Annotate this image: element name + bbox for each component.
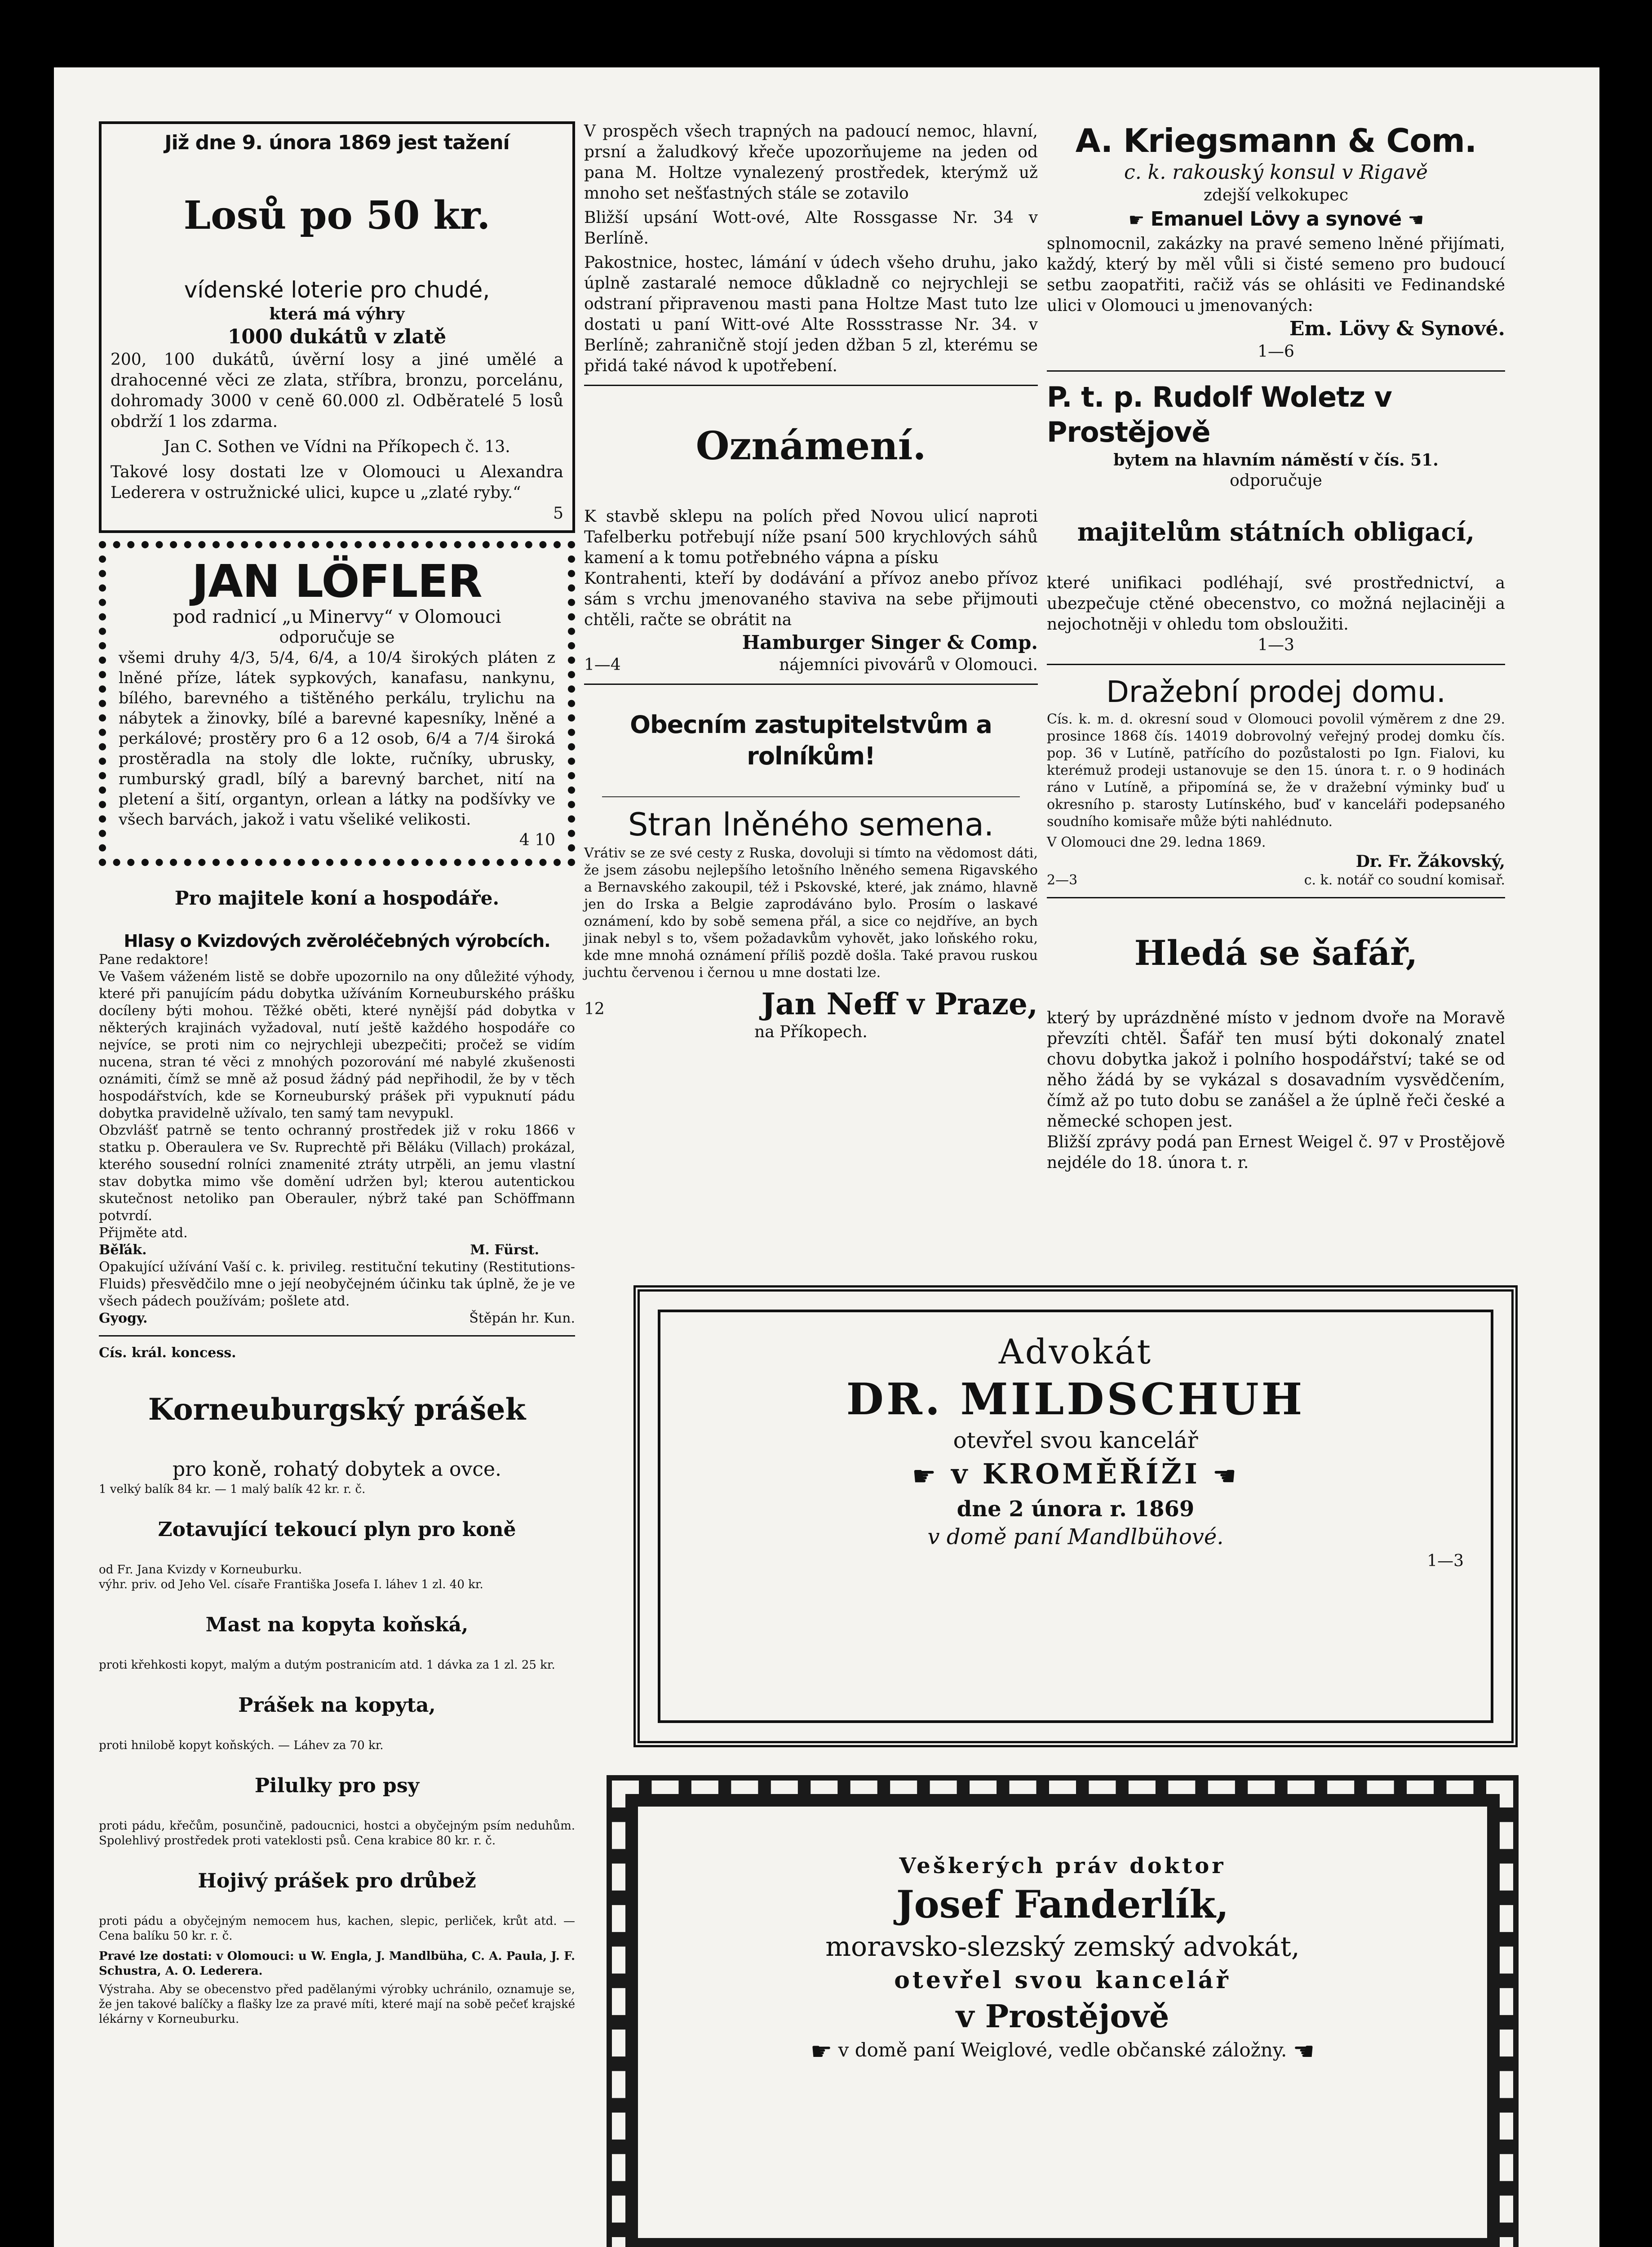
woletz-rec: odporučuje [1230, 471, 1322, 490]
horses-rule [99, 1335, 575, 1337]
lottery-line-4: která má výhry [269, 305, 405, 324]
horses-p2: Obzvlášť patrně se tento ochranný prostředek již v roku 1866 v statku p. Oberaulera ve Sv. Ruprechtě při Běláku (Villach) prokázal, kterého sousední rolníci znamenité ztráty utrpěli, an jemu vlastní stav dobytka mimo vše domění udržen byl; kterou autentickou skutečnost netoliko pan Oberauler, nýbrž také pan Schöffmann potvrdí. [99, 1123, 575, 1224]
fanderlik-name: Josef Fanderlík, [896, 1882, 1229, 1927]
horses-sign2b: Štěpán hr. Kun. [469, 1310, 575, 1326]
drazba-signature-2: c. k. notář co soudní komisař. [1304, 872, 1505, 888]
horses-sign1b: Běľák. [99, 1242, 147, 1258]
oznameni-signature-2: nájemníci pivovárů v Olomouci. [779, 656, 1038, 674]
prasek-title: Prášek na kopyta, [238, 1694, 436, 1717]
semena-number: 12 [584, 1000, 605, 1018]
column-1 [99, 121, 575, 2027]
horses-ad [99, 885, 575, 2027]
semena-signature-2: na Příkopech. [754, 1023, 868, 1041]
semena-ad [584, 709, 1038, 1043]
col3-rule-1 [1047, 370, 1505, 372]
lottery-ad [99, 121, 575, 533]
hojivy-title: Hojivý prášek pro drůbež [198, 1870, 476, 1892]
kriegsmann-sub: c. k. rakouský konsul v Rigavě [1124, 161, 1428, 184]
pointing-hand-left-icon: ☚ [1293, 2037, 1315, 2065]
drazba-footer [1047, 872, 1505, 889]
kriegsmann-number: 1—6 [1258, 342, 1294, 361]
pointing-hand-left-icon: ☚ [1212, 1461, 1240, 1492]
fanderlik-house-row [678, 2037, 1447, 2065]
col2-rule-1 [584, 385, 1038, 386]
drazba-body: Cís. k. m. d. okresní soud v Olomouci povolil výměrem z dne 29. prosince 1868 čís. 14019 dobrovolný veřejný prodej domku čís. pop. 36 v Lutíně, patřícího do pozůstalosti po Ign. Fialovi, ku kterémuž prodeji ustanovuje se den 15. února t. r. o 9 hodinách ráno v Lutíně, a připomíná se, že v dražební výminky buď u okresního p. starosty Lutínského, buď v kanceláři podepsaného soudního komisaře může býti nahlédnuto. [1047, 711, 1505, 830]
korneuburg-title: Korneuburgský prášek [148, 1392, 526, 1427]
holtze-p3: Pakostnice, hostec, lámání v údech všeho druhu, jako úplně zastaralé nemoce důkladně co nejrychleji se odstraní připravenou masti pana Holtze Mast tuto lze dostati u paní Witt-ové Alte Rossstrasse Nr. 34. v Berlíně; zahraničně stojí jeden džban 5 zl, kterému se přidá také návod k upotřebení. [584, 253, 1038, 375]
safar-ad [1047, 933, 1505, 1173]
warning: Výstraha. Aby se obecenstvo před padělanými výrobky uchránilo, oznamuje se, že jen takové balíčky a flašky lze za pravé míti, které mají na sobě pečeť krajské lékárny v Korneuburku. [99, 1983, 575, 2026]
oznameni-body2: Kontrahenti, kteří by dodávání a přívoz anebo přívoz sám s vrchu jmenovaného staviva na sebe přijmouti chtěli, račte se obrátit na [584, 569, 1038, 629]
drazba-number: 2—3 [1047, 872, 1078, 888]
pointing-hand-right-icon: ☛ [1128, 210, 1144, 231]
mildschuh-inner-frame [658, 1310, 1493, 1723]
pointing-hand-left-icon: ☚ [1408, 210, 1424, 231]
semena-heading-1: Obecním zastupitelstvům a rolníkům! [630, 711, 992, 770]
pointing-hand-right-icon: ☛ [912, 1461, 939, 1492]
woletz-sub: bytem na hlavním náměstí v čís. 51. [1113, 451, 1439, 470]
semena-divider [602, 796, 1020, 797]
kriegsmann-signature: Em. Lövy & Synové. [1289, 317, 1505, 340]
safar-title: Hledá se šafář, [1134, 933, 1418, 973]
kriegsmann-sub2: zdejší velkokupec [1203, 186, 1349, 204]
semena-heading-2: Stran lněného semena. [628, 806, 994, 843]
mildschuh-number: 1—3 [1427, 1552, 1464, 1570]
fanderlik-house: v domě paní Weiglové, vedle občanské záložny. [838, 2039, 1287, 2061]
safar-body2: Bližší zprávy podá pan Ernest Weigel č. 97 v Prostějově nejdéle do 18. února t. r. [1047, 1133, 1505, 1172]
column-2 [584, 121, 1038, 1043]
lottery-line-3: vídenské loterie pro chudé, [184, 277, 490, 303]
sale-points: Pravé lze dostati: v Olomouci: u W. Engla, J. Mandlbüha, C. A. Paula, J. F. Schustra, A. O. Lederera. [99, 1949, 575, 1978]
mildschuh-name: DR. MILDSCHUH [846, 1374, 1305, 1425]
mildschuh-date: dne 2 února r. 1869 [957, 1497, 1195, 1522]
pilulky-title: Pilulky pro psy [254, 1774, 420, 1797]
horses-sign2 [99, 1310, 575, 1327]
zotavujici-sub: od Fr. Jana Kvizdy v Korneuburku. [99, 1563, 302, 1576]
fanderlik-line-4: otevřel svou kancelář [894, 1967, 1231, 1994]
lottery-headline: Losů po 50 kr. [183, 193, 491, 238]
lottery-body: 200, 100 dukátů, úvěrní losy a jiné umělé a drahocenné věci ze zlata, stříbra, bronzu, porcelánu, dohromady 3000 v ceně 60.000 zl. Odběratelé 5 losů obdrží 1 los zdarma. [111, 351, 563, 431]
mildschuh-ad [633, 1285, 1518, 1747]
lottery-number: 5 [553, 504, 563, 523]
mast-sub: proti křehkosti kopyt, malým a dutým postranicím atd. 1 dávka za 1 zl. 25 kr. [99, 1658, 555, 1672]
mildschuh-town-row [687, 1455, 1464, 1495]
mildschuh-line-1: Advokát [998, 1332, 1153, 1372]
woletz-heading: majitelům státních obligací, [1077, 517, 1475, 547]
scan-edge [1634, 0, 1652, 2247]
semena-body: Vrátiv se ze své cesty z Ruska, dovoluji si tímto na vědomost dáti, že jsem zásobu nejlepšího letošního lněného semena Rigavského a Bernavského zakoupil, též i Pskovské, které, jak známo, hlavně jen do Irska a Belgie zaprodáváno bylo. Prosím o laskavé oznámení, kdo by sobě semena přál, a sice co nejdříve, an bych jinak nebyl s to, všem požadavkům vyhovět, jako loňského roku, kde mne mnohá oznámení příliš pozdě došla. Také pravou ruskou juchtu červenou i černou u mne dostati lze. [584, 845, 1038, 981]
lofler-rec: odporučuje se [279, 628, 395, 647]
column-3 [1047, 121, 1505, 1173]
mildschuh-town: v KROMĚŘÍŽI [951, 1457, 1200, 1490]
korneuburg-price: 1 velký balík 84 kr. — 1 malý balík 42 kr. r. č. [99, 1483, 366, 1496]
lofler-sub: pod radnicí „u Minervy“ v Olomouci [173, 607, 501, 627]
pilulky-sub: proti pádu, křečům, posunčině, padoucnici, hostci a obyčejným psím neduhům. Spolehlivý prostředek proti vateklosti psů. Cena krabice 80 kr. r. č. [99, 1819, 575, 1847]
lottery-address: Jan C. Sothen ve Vídni na Příkopech č. 13. [164, 438, 510, 456]
kriegsmann-body: splnomocnil, zakázky na pravé semeno lněné přijímati, každý, který by měl vůli si čisté semeno pro budoucí setbu zaopatřiti, račiž vás se ohlásiti ve Fedinandské ulici v Olomouci u jmenovaných: [1047, 235, 1505, 315]
fanderlik-ad [607, 1775, 1519, 2247]
fanderlik-inner [665, 1834, 1460, 2211]
semena-signature-row [584, 986, 1038, 1022]
woletz-ad [1047, 380, 1505, 656]
lofler-body: všemi druhy 4/3, 5/4, 6/4, a 10/4 širokých pláten z lněné příze, látek sypkových, kanafasu, nankynu, bílého, barevného a tištěného perkálu, trylichu na nábytek a žinovky, bílé a barevné kapesníky, lněné a perkálové; prostěry pro 6 a 12 osob, 6/4 a 7/4 široká prostěradla na stoly dle lokte, ručníky, ubrusky, rumburský gradl, bílý a barevný barchet, nití na pletení a šití, organtyn, orlean a látky na podšívky ve všech barvách, jakož i vatu všeliké velikosti. [119, 649, 555, 829]
drazba-title: Dražební prodej domu. [1106, 675, 1446, 709]
horses-sign1a: Přijměte atd. [99, 1225, 188, 1241]
fanderlik-line-1: Veškerých práv doktor [899, 1853, 1226, 1878]
horses-sign1 [99, 1242, 575, 1259]
oznameni-signature: Hamburger Singer & Comp. [742, 631, 1038, 653]
kriegsmann-agent: Emanuel Lövy a synové [1150, 208, 1402, 231]
oznameni-body: K stavbě sklepu na polích před Novou ulicí naproti Tafelberku potřebují níže psaní 500 krychlových sáhů kamení a k tomu potřebného vápna a písku [584, 507, 1038, 567]
oznameni-number: 1—4 [584, 656, 621, 674]
holtze-p1: V prospěch všech trapných na padoucí nemoc, hlavní, prsní a žaludkový křeče upozorňujeme na jeden od pana M. Holtze vynalezený prostředek, kterýmž už mnoho set nešťastných stále se zotavilo [584, 122, 1038, 203]
prasek-sub: proti hnilobě kopyt koňských. — Láhev za 70 kr. [99, 1739, 384, 1752]
korneuburg-sub: pro koně, rohatý dobytek a ovce. [172, 1458, 502, 1481]
col2-rule-2 [584, 684, 1038, 685]
kriegsmann-ad [1047, 121, 1505, 362]
holtze-ad [584, 121, 1038, 377]
col3-rule-2 [1047, 664, 1505, 665]
zotavujici-detail: výhr. priv. od Jeho Vel. císaře Františka Josefa I. láhev 1 zl. 40 kr. [99, 1578, 483, 1591]
fanderlik-line-3: moravsko-slezský zemský advokát, [825, 1931, 1300, 1963]
woletz-body: které unifikaci podléhají, své prostřednictví, a ubezpečuje ctěné obecenstvo, co možná nejlaciněji a nejochotněji v ohledu tom obsloužiti. [1047, 574, 1505, 634]
horses-sub: Hlasy o Kvizdových zvěroléčebných výrobcích. [124, 931, 550, 951]
horses-p3: Opakující užívání Vaší c. k. privileg. restituční tekutiny (Restitutions-Fluids) přesvědčilo mne o její neobyčejném účinku tak úplně, že je ve všech pádech používám; pošlete atd. [99, 1259, 575, 1309]
oznameni-title: Oznámení. [695, 423, 926, 469]
horses-sign2a: Gyogy. [99, 1310, 148, 1326]
drazba-ad [1047, 673, 1505, 889]
newspaper-page [54, 67, 1599, 2247]
woletz-title: P. t. p. Rudolf Woletz v Prostějově [1047, 381, 1392, 449]
horses-p1: Ve Vašem váženém listě se dobře upozornilo na ony důležité výhody, které při panujícím pádu dobytka užíváním Korneuburského prášku docíleny býti mohou. Těžké oběti, které nynější pád dobytka v některých krajinách vyžadoval, nutí ještě každého hospodáře co nejvíce, se proti nim co nejrychleji ubezpečiti; pročež se vidím nucena, stran té věci z mnohých pozorování mé nabylé zkušenosti oznámiti, čímž se mně až posud žádný pád nepřihodil, že by v těch hospodářstvích, kde se Korneuburský prášek při vypuknutí pádu dobytka pravidelně užívalo, ten samý tam nevypukl. [99, 969, 575, 1121]
holtze-p2: Bližší upsání Wott-ové, Alte Rossgasse Nr. 34 v Berlíně. [584, 209, 1038, 248]
mildschuh-line-3: otevřel svou kancelář [953, 1427, 1198, 1453]
semena-signature: Jan Neff v Praze, [761, 986, 1038, 1021]
fanderlik-town: v Prostějově [956, 1998, 1169, 2035]
woletz-number: 1—3 [1258, 636, 1294, 654]
horses-title: Pro majitele koní a hospodáře. [174, 887, 500, 909]
zotavujici-title: Zotavující tekoucí plyn pro koně [158, 1518, 516, 1541]
lofler-number: 4 10 [519, 831, 555, 849]
hojivy-sub: proti pádu a obyčejným nemocem hus, kachen, slepic, perliček, krůt atd. — Cena balíku 50 kr. r. č. [99, 1914, 575, 1943]
oznameni-ad [584, 425, 1038, 675]
horses-greeting: Pane redaktore! [99, 952, 209, 968]
lofler-ad [99, 541, 575, 866]
drazba-signature: Dr. Fr. Žákovský, [1355, 852, 1505, 871]
lottery-buy: Takové losy dostati lze v Olomouci u Alexandra Lederera v ostružnické ulici, kupce u „zlaté ryby.“ [111, 463, 563, 502]
mildschuh-house: v domě paní Mandlbühové. [927, 1524, 1224, 1550]
col3-rule-3 [1047, 897, 1505, 898]
kriegsmann-agent-row [1047, 206, 1505, 234]
pointing-hand-right-icon: ☛ [810, 2037, 833, 2065]
drazba-date: V Olomouci dne 29. ledna 1869. [1047, 835, 1266, 850]
horses-sign1c: M. Fürst. [470, 1242, 539, 1258]
lottery-line-5: 1000 dukátů v zlatě [227, 325, 447, 348]
lottery-line-1: Již dne 9. února 1869 jest tažení [164, 131, 509, 154]
horses-priv: Cís. král. koncess. [99, 1345, 236, 1361]
oznameni-footer [584, 655, 1038, 675]
mast-title: Mast na kopyta koňská, [205, 1613, 469, 1636]
kriegsmann-title: A. Kriegsmann & Com. [1075, 122, 1477, 160]
lofler-name: JAN LÖFLER [192, 555, 482, 608]
safar-body: který by uprázdněné místo v jednom dvoře na Moravě převzíti chtěl. Šafář ten musí býti dokonalý znatel chovu dobytka jakož i polního hospodářství; také se od něho žádá by se vykázal s dosavadním vysvědčením, čímž až po tuto dobu se zanášel a že úplně řeči české a německé schopen jest. [1047, 1009, 1505, 1131]
